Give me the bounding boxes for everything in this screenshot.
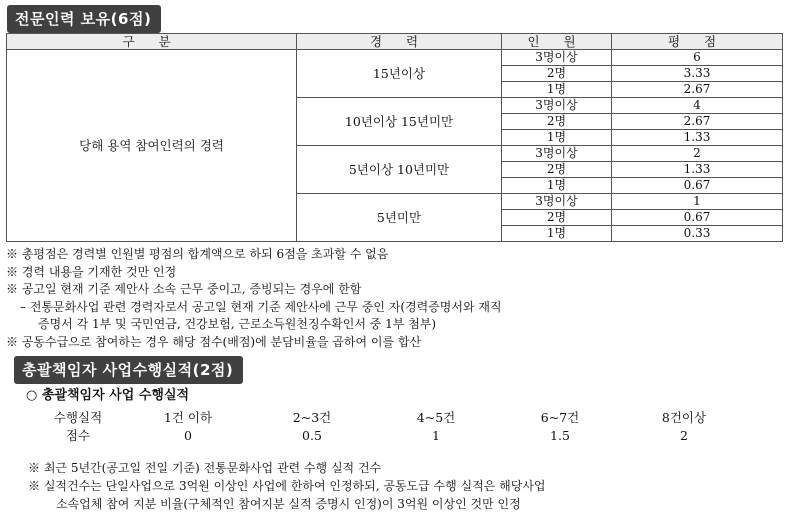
score-cell: 1.33 bbox=[612, 130, 783, 146]
performance-notes bbox=[28, 459, 788, 513]
note-line: 증명서 각 1부 및 국민연금, 건강보험, 근로소득원천징수확인서 중 1부 첨부) bbox=[38, 317, 437, 331]
headcount-cell: 1명 bbox=[502, 226, 612, 242]
table-row bbox=[7, 50, 783, 66]
score-cell: 0.33 bbox=[612, 226, 783, 242]
header-career: 경 력 bbox=[297, 34, 502, 50]
career-cell: 10년이상 15년미만 bbox=[297, 98, 502, 146]
expert-staff-table bbox=[6, 33, 783, 242]
note-line: ※ 총평점은 경력별 인원별 평점의 합계액으로 하되 6점을 초과할 수 없음 bbox=[6, 247, 389, 261]
header-category: 구 분 bbox=[7, 34, 297, 50]
career-cell: 15년이상 bbox=[297, 50, 502, 98]
career-cell: 5년이상 10년미만 bbox=[297, 146, 502, 194]
headcount-cell: 1명 bbox=[502, 130, 612, 146]
career-cell: 5년미만 bbox=[297, 194, 502, 242]
note-line: ※ 실적건수는 단일사업으로 3억원 이상인 사업에 한하여 인정하되, 공동도급 수행 실적은 해당사업 bbox=[28, 479, 546, 493]
table-row bbox=[30, 408, 746, 426]
score-cell: 4 bbox=[612, 98, 783, 114]
perf-score: 0 bbox=[184, 427, 192, 443]
perf-column: 2~3건 bbox=[292, 410, 332, 425]
table-header-row bbox=[7, 34, 783, 50]
note-line: ※ 공고일 현재 기준 제안사 소속 근무 중이고, 증빙되는 경우에 한함 bbox=[6, 282, 362, 296]
note-line: 소속업체 참여 지분 비율(구체적인 참여지분 실적 증명시 인정)이 3억원 이상인 것만 인정 bbox=[56, 497, 521, 511]
headcount-cell: 3명이상 bbox=[502, 98, 612, 114]
headcount-cell: 2명 bbox=[502, 66, 612, 82]
perf-column: 6~7건 bbox=[540, 410, 580, 425]
table-row bbox=[30, 426, 746, 444]
score-cell: 6 bbox=[612, 50, 783, 66]
perf-score: 2 bbox=[680, 427, 688, 443]
score-label: 점수 bbox=[65, 428, 91, 443]
score-cell: 2.67 bbox=[612, 114, 783, 130]
score-cell: 2 bbox=[612, 146, 783, 162]
header-headcount: 인 원 bbox=[502, 34, 612, 50]
score-cell: 3.33 bbox=[612, 66, 783, 82]
headcount-cell: 3명이상 bbox=[502, 146, 612, 162]
perf-column: 1건 이하 bbox=[163, 410, 213, 425]
score-cell: 0.67 bbox=[612, 178, 783, 194]
score-cell: 1 bbox=[612, 194, 783, 210]
headcount-cell: 1명 bbox=[502, 178, 612, 194]
perf-score: 1.5 bbox=[550, 427, 570, 443]
headcount-cell: 2명 bbox=[502, 162, 612, 178]
note-line: – 전통문화사업 관련 경력자로서 공고일 현재 기준 제안사에 근무 중인 자(경력증명서와 재직 bbox=[20, 299, 502, 314]
row-label-cell: 당해 용역 참여인력의 경력 bbox=[7, 50, 297, 242]
note-line: ※ 최근 5년간(공고일 전일 기준) 전통문화사업 관련 수행 실적 건수 bbox=[28, 461, 382, 475]
section-title-expert-staff: 전문인력 보유(6점) bbox=[7, 5, 161, 33]
perf-score: 0.5 bbox=[302, 427, 322, 443]
headcount-cell: 2명 bbox=[502, 210, 612, 226]
header-score: 평 점 bbox=[612, 34, 783, 50]
score-cell: 0.67 bbox=[612, 210, 783, 226]
perf-column: 4~5건 bbox=[416, 410, 456, 425]
section-title-manager-performance: 총괄책임자 사업수행실적(2점) bbox=[14, 356, 243, 384]
perf-label: 수행실적 bbox=[53, 410, 103, 425]
perf-column: 8건이상 bbox=[661, 410, 707, 425]
headcount-cell: 2명 bbox=[502, 114, 612, 130]
perf-score: 1 bbox=[432, 427, 440, 443]
score-cell: 1.33 bbox=[612, 162, 783, 178]
subtitle-performance: ○ 총괄책임자 사업 수행실적 bbox=[26, 388, 190, 403]
headcount-cell: 1명 bbox=[502, 82, 612, 98]
headcount-cell: 3명이상 bbox=[502, 50, 612, 66]
note-line: ※ 공동수급으로 참여하는 경우 해당 점수(배점)에 분담비율을 곱하여 이를 합산 bbox=[6, 334, 422, 349]
performance-score-table bbox=[30, 408, 746, 444]
score-cell: 2.67 bbox=[612, 82, 783, 98]
headcount-cell: 3명이상 bbox=[502, 194, 612, 210]
expert-staff-notes bbox=[6, 246, 786, 351]
note-line: ※ 경력 내용을 기재한 것만 인정 bbox=[6, 264, 177, 279]
